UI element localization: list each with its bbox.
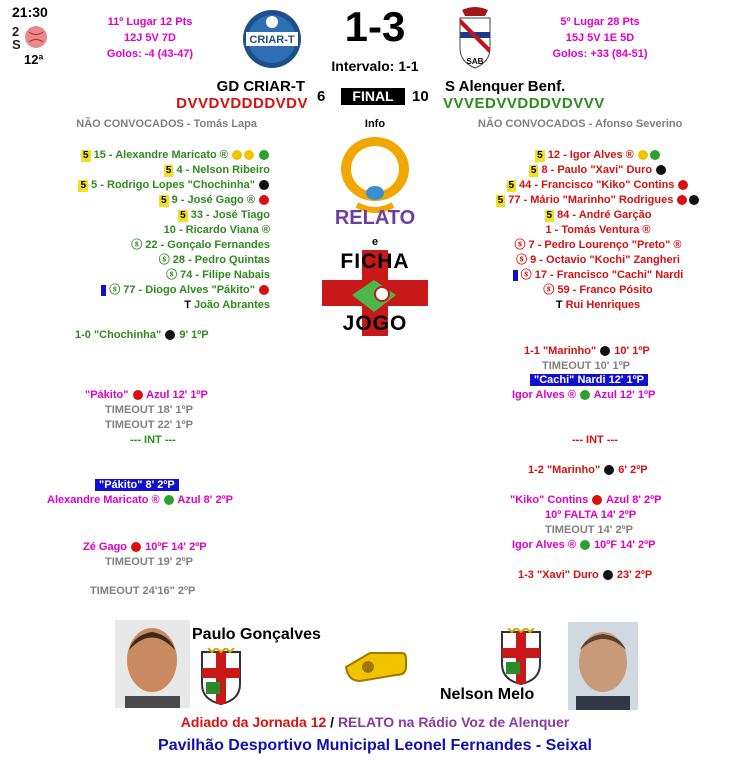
list-item: ⓢ 59 - Franco Pósito — [543, 284, 653, 296]
list-item: 5 12 - Igor Alves ® — [468, 148, 728, 163]
away-absent: NÃO CONVOCADOS - Afonso Severino — [478, 118, 683, 130]
home-team-logo[interactable] — [240, 8, 304, 70]
futsal-badge-icon — [10, 22, 48, 50]
list-item: ⓢ 74 - Filipe Nabais — [166, 269, 270, 281]
away-event: "Kiko" Contins Azul 8' 2ºP — [510, 494, 662, 506]
referee2-name: Nelson Melo — [440, 686, 535, 703]
referee1-name: Paulo Gonçalves — [192, 626, 321, 643]
list-item: 5 77 - Mário "Marinho" Rodrigues — [468, 193, 728, 208]
home-event: "Pákito" Azul 12' 1ºP — [85, 389, 208, 401]
halftime-score: Intervalo: 1-1 — [331, 58, 419, 74]
home-event: Alexandre Maricato ® Azul 8' 2ºP — [47, 494, 233, 506]
home-stats — [80, 14, 220, 62]
away-event: 1-2 "Marinho" 6' 2ºP — [528, 464, 648, 476]
relato-link[interactable]: RELATO — [334, 207, 416, 229]
list-item: ⓢ 22 - Gonçalo Fernandes — [131, 239, 270, 251]
list-item: T Rui Henriques — [555, 299, 641, 311]
list-item: ⓢ 9 - Octavio "Kochi" Zangheri — [516, 254, 680, 266]
list-item: 1 - Tomás Ventura ® — [545, 224, 651, 236]
away-event: --- INT --- — [572, 434, 618, 446]
away-event: 1-3 "Xavi" Duro 23' 2ºP — [518, 569, 653, 581]
away-team-name[interactable]: S Alenquer Benf. — [445, 78, 566, 95]
home-lineup — [20, 148, 270, 313]
referee-association-logo — [198, 648, 244, 706]
away-lineup — [468, 148, 728, 313]
referee1-photo — [115, 620, 190, 708]
list-item: 5 5 - Rodrigo Lopes "Chochinha" — [20, 178, 270, 193]
away-goals: Golos: +33 (84-51) — [552, 48, 648, 60]
home-event: TIMEOUT 19' 2ºP — [105, 556, 193, 568]
list-item: 10 - Ricardo Viana ® — [163, 224, 270, 236]
round-number: 12ª — [24, 52, 44, 67]
match-status: FINAL — [341, 88, 405, 105]
away-stats — [530, 14, 670, 62]
home-event: "Pákito" 8' 2ºP — [95, 478, 179, 493]
svg-text:2: 2 — [12, 24, 20, 39]
match-time: 21:30 — [12, 4, 48, 20]
away-event: "Cachi" Nardi 12' 1ºP — [530, 373, 648, 388]
away-event: 1-1 "Marinho" 10' 1ºP — [524, 345, 650, 357]
home-fouls: 6 — [317, 88, 326, 105]
referee2-photo — [568, 622, 638, 710]
away-record: 15J 5V 1E 5D — [565, 32, 635, 44]
footer-line1: Adiado da Jornada 12 / RELATO na Rádio Voz de Alenquer — [180, 714, 570, 730]
list-item: 5 84 - André Garção — [546, 209, 652, 221]
home-event: --- INT --- — [130, 434, 176, 446]
and-label: e — [371, 236, 379, 248]
home-event: TIMEOUT 24'16" 2ºP — [90, 585, 196, 597]
home-event: Zé Gago 10ºF 14' 2ºP — [83, 541, 207, 553]
home-absent: NÃO CONVOCADOS - Tomás Lapa — [76, 118, 257, 130]
home-goals: Golos: -4 (43-47) — [106, 48, 194, 60]
list-item: ⓢ 7 - Pedro Lourenço "Preto" ® — [514, 239, 682, 251]
home-form: DVVDVDDDDVDV — [176, 95, 308, 112]
home-team-name[interactable]: GD CRIAR-T — [216, 78, 305, 95]
away-team-logo[interactable] — [452, 4, 498, 70]
radio-microphone-icon[interactable] — [335, 133, 415, 213]
away-event: TIMEOUT 14' 2ºP — [545, 524, 633, 536]
svg-text:SAB: SAB — [466, 57, 484, 66]
away-event: TIMEOUT 10' 1ºP — [542, 360, 630, 372]
list-item: ⓢ 28 - Pedro Quintas — [158, 254, 270, 266]
jogo-label: JOGO — [342, 312, 408, 335]
svg-text:CRIAR-T: CRIAR-T — [249, 34, 295, 46]
away-position: 5º Lugar 28 Pts — [560, 16, 640, 28]
info-label: Info — [364, 118, 386, 130]
away-fouls: 10 — [412, 88, 429, 105]
venue: Pavilhão Desportivo Municipal Leonel Fernandes - Seixal — [158, 737, 592, 754]
home-event: 1-0 "Chochinha" 9' 1ºP — [75, 329, 209, 341]
list-item: 5 9 - José Gago ® — [20, 193, 270, 208]
score: 1-3 — [344, 3, 406, 50]
list-item: 5 44 - Francisco "Kiko" Contins — [468, 178, 728, 193]
away-form: VVVEDVVDDDVDVVV — [443, 95, 605, 112]
home-event: TIMEOUT 22' 1ºP — [105, 419, 193, 431]
list-item: ⓢ 17 - Francisco "Cachi" Nardi — [468, 268, 728, 283]
list-item: ⓢ 77 - Diogo Alves "Pákito" — [20, 283, 270, 298]
ficha-label: FICHA — [340, 250, 410, 273]
list-item: T João Abrantes — [184, 299, 270, 311]
home-record: 12J 5V 7D — [124, 32, 176, 44]
list-item: 5 33 - José Tiago — [180, 209, 270, 221]
away-event: 10º FALTA 14' 2ºP — [545, 509, 637, 521]
referee-association-logo-2 — [498, 628, 544, 686]
list-item: 5 15 - Alexandre Maricato ® — [20, 148, 270, 163]
list-item: 5 4 - Nelson Ribeiro — [165, 164, 270, 176]
whistle-icon — [340, 645, 410, 685]
list-item: 5 8 - Paulo "Xavi" Duro — [468, 163, 728, 178]
away-event: Igor Alves ® 10ºF 14' 2ºP — [512, 539, 656, 551]
svg-text:S: S — [12, 37, 21, 50]
home-position: 11º Lugar 12 Pts — [107, 16, 193, 28]
home-event: TIMEOUT 18' 1ºP — [105, 404, 193, 416]
away-event: Igor Alves ® Azul 12' 1ºP — [512, 389, 656, 401]
